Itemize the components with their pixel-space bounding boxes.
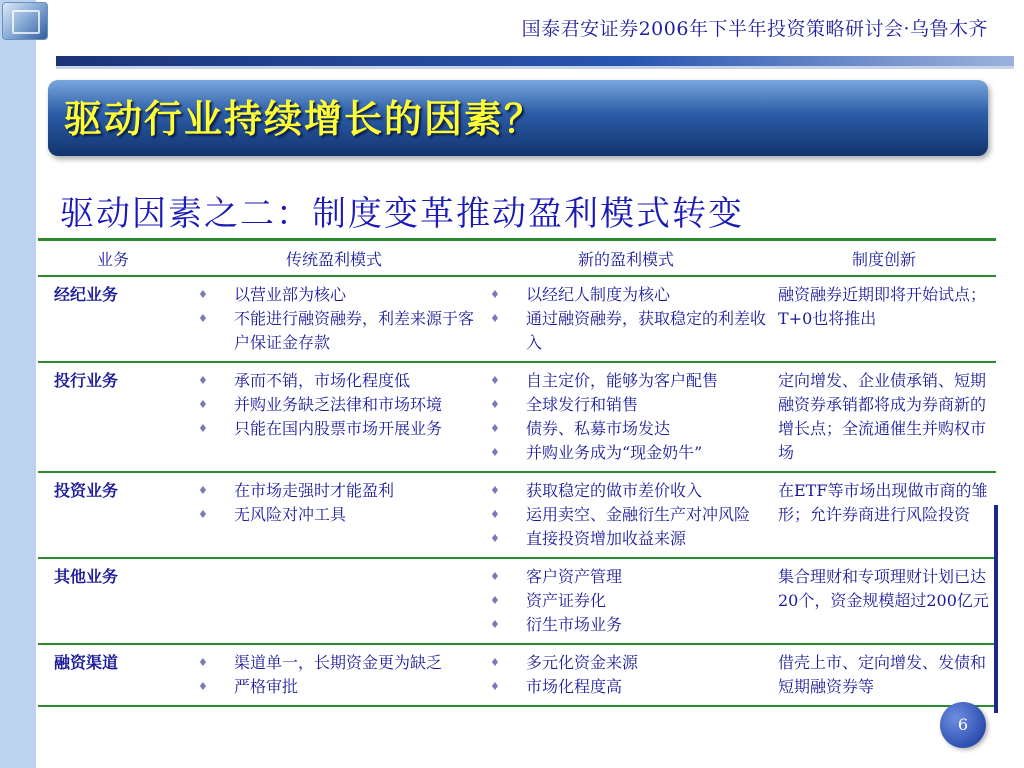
traditional-model-cell: [188, 472, 480, 558]
bullet-item: ♦ 自主定价，能够为客户配售: [486, 369, 768, 393]
row-category: 投资业务: [38, 472, 188, 558]
row-category: 其他业务: [38, 558, 188, 644]
bullet-item: ♦ 无风险对冲工具: [194, 503, 476, 527]
traditional-model-cell: [188, 558, 480, 644]
bullet-list: [486, 479, 768, 551]
conference-header: 国泰君安证券2006年下半年投资策略研讨会·乌鲁木齐: [521, 18, 988, 40]
innovation-cell: 在ETF等市场出现做市商的雏形；允许券商进行风险投资: [772, 472, 996, 558]
right-decoration-line: [994, 505, 998, 713]
comparison-table: [38, 238, 996, 707]
slide-title: 驱动行业持续增长的因素？: [64, 96, 545, 141]
bullet-list: [194, 369, 476, 441]
table-row: [38, 276, 996, 362]
header-new-model: 新的盈利模式: [480, 240, 772, 277]
bullet-item: ♦ 以经纪人制度为核心: [486, 283, 768, 307]
bullet-list: [486, 283, 768, 355]
bullet-list: [486, 565, 768, 637]
bullet-item: ♦ 客户资产管理: [486, 565, 768, 589]
innovation-cell: 融资融券近期即将开始试点；T+0也将推出: [772, 276, 996, 362]
traditional-model-cell: [188, 362, 480, 472]
new-model-cell: [480, 276, 772, 362]
bullet-item: ♦ 资产证券化: [486, 589, 768, 613]
header-institutional-innovation: 制度创新: [772, 240, 996, 277]
table-row: [38, 362, 996, 472]
new-model-cell: [480, 472, 772, 558]
bullet-item: ♦ 在市场走强时才能盈利: [194, 479, 476, 503]
bullet-item: ♦ 不能进行融资融券，利差来源于客户保证金存款: [194, 307, 476, 355]
bullet-list: [194, 479, 476, 527]
table-body: [38, 276, 996, 706]
page-number-badge: 6: [940, 702, 986, 748]
bullet-item: ♦ 通过融资融券，获取稳定的利差收入: [486, 307, 768, 355]
bullet-item: ♦ 直接投资增加收益来源: [486, 527, 768, 551]
bullet-item: ♦ 衍生市场业务: [486, 613, 768, 637]
bullet-item: ♦ 获取稳定的做市差价收入: [486, 479, 768, 503]
slide-subtitle: 驱动因素之二：制度变革推动盈利模式转变: [60, 194, 744, 234]
row-category: 投行业务: [38, 362, 188, 472]
table-header-row: [38, 240, 996, 277]
innovation-cell: 定向增发、企业债承销、短期融资券承销都将成为券商新的增长点；全流通催生并购权市场: [772, 362, 996, 472]
bullet-item: ♦ 承而不销，市场化程度低: [194, 369, 476, 393]
bullet-list: [194, 651, 476, 699]
header-rule-light: [56, 66, 1014, 69]
innovation-cell: 借壳上市、定向增发、发债和短期融资券等: [772, 644, 996, 706]
logo-frame: [12, 10, 40, 34]
bullet-item: ♦ 多元化资金来源: [486, 651, 768, 675]
table-row: [38, 472, 996, 558]
bullet-item: ♦ 债券、私募市场发达: [486, 417, 768, 441]
new-model-cell: [480, 558, 772, 644]
traditional-model-cell: [188, 276, 480, 362]
bullet-item: ♦ 严格审批: [194, 675, 476, 699]
header-traditional-model: 传统盈利模式: [188, 240, 480, 277]
row-category: 经纪业务: [38, 276, 188, 362]
row-category: 融资渠道: [38, 644, 188, 706]
bullet-item: ♦ 市场化程度高: [486, 675, 768, 699]
bullet-item: ♦ 并购业务成为“现金奶牛”: [486, 441, 768, 465]
table-row: [38, 558, 996, 644]
new-model-cell: [480, 644, 772, 706]
logo-icon: [2, 2, 48, 40]
left-side-bar: [0, 0, 36, 768]
new-model-cell: [480, 362, 772, 472]
bullet-item: ♦ 并购业务缺乏法律和市场环境: [194, 393, 476, 417]
comparison-table-wrapper: [38, 238, 996, 707]
bullet-list: [486, 369, 768, 465]
bullet-item: ♦ 运用卖空、金融衍生产对冲风险: [486, 503, 768, 527]
innovation-cell: 集合理财和专项理财计划已达20个，资金规模超过200亿元: [772, 558, 996, 644]
bullet-item: ♦ 只能在国内股票市场开展业务: [194, 417, 476, 441]
bullet-list: [194, 283, 476, 355]
header-business: 业务: [38, 240, 188, 277]
bullet-item: ♦ 渠道单一，长期资金更为缺乏: [194, 651, 476, 675]
bullet-list: [486, 651, 768, 699]
bullet-item: ♦ 以营业部为核心: [194, 283, 476, 307]
traditional-model-cell: [188, 644, 480, 706]
header-rule: [56, 56, 1014, 66]
table-row: [38, 644, 996, 706]
bullet-item: ♦ 全球发行和销售: [486, 393, 768, 417]
